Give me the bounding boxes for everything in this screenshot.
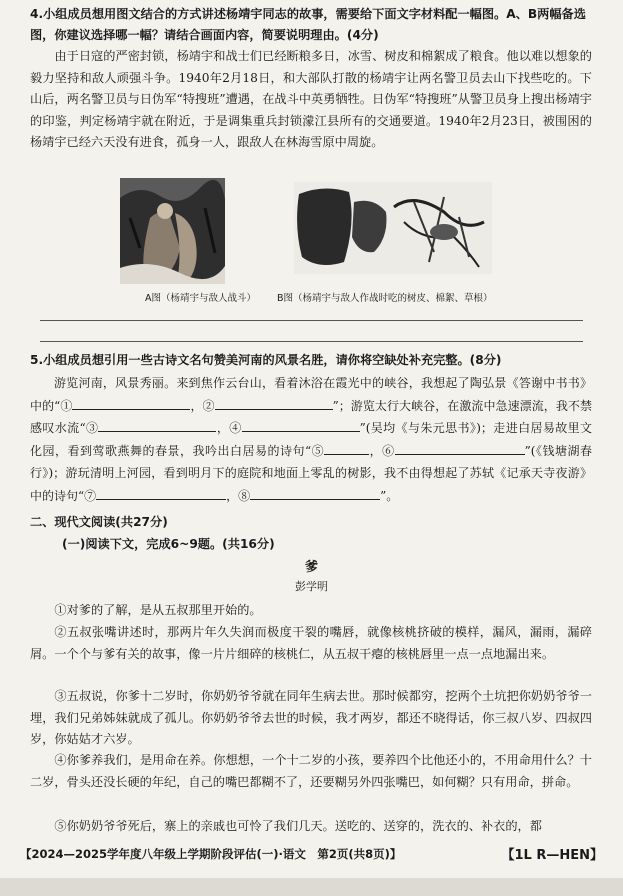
article-paragraph-2: ②五叔张嘴讲述时，那两片年久失润而极度干裂的嘴唇，就像核桃挤破的模样，漏风，漏雨，漏碎屑。一个个与爹有关的故事，像一片片细碎的核桃仁，从五叔干瘪的核桃唇里一点一点地漏出来。: [30, 625, 592, 661]
blank-3[interactable]: [98, 417, 216, 432]
blank-7[interactable]: [96, 485, 226, 500]
blank-8[interactable]: [250, 485, 380, 500]
poem-text-5: ”(吴均《与朱元思书》)；走进白居易故里文化园，看到莺歌燕舞的春景，我吟出白居易的诗句“⑤: [30, 421, 592, 458]
question-5-stem: 5.小组成员想引用一些古诗文名句赞美河南的风景名胜，请你将空缺处补充完整。(8分): [30, 353, 502, 367]
answer-line-1[interactable]: [40, 320, 583, 321]
image-options: [120, 178, 500, 290]
blank-2[interactable]: [215, 395, 333, 410]
bottom-strip: [0, 878, 623, 896]
article-paragraph-1: ①对爹的了解，是从五叔那里开始的。: [54, 603, 262, 617]
blank-5[interactable]: [324, 440, 369, 455]
article-title: 爹: [304, 560, 318, 575]
article-paragraph-5: ⑤你奶奶爷爷死后，寨上的亲戚也可怜了我们几天。送吃的、送穿的，洗衣的、补衣的，都: [54, 819, 542, 833]
article-author: 彭学明: [295, 580, 328, 593]
page-footer: [20, 846, 603, 868]
blank-4[interactable]: [242, 417, 360, 432]
article-paragraph-3: ③五叔说，你爹十二岁时，你奶奶爷爷就在同年生病去世。那时候都穷，挖两个土坑把你奶奶爷爷一埋，我们兄弟姊妹就成了孤儿。你奶奶爷爷去世的时候，我才两岁，都还不晓得话，你三叔八岁、四叔四岁，你姑姑才六岁。: [30, 689, 592, 746]
poem-text-9: ”。: [380, 488, 399, 503]
poem-text-6: ，⑥: [369, 443, 395, 458]
article-paragraph-4: ④你爹养我们，是用命在养。你想想，一个十二岁的小孩，要养四个比他还小的，不用命用什么？十二岁，骨头还没长硬的年纪，自己的嘴巴都糊不了，还要糊另外四张嘴巴，如何糊？只有用命，拼命。: [30, 753, 592, 789]
caption-b: B图（杨靖宇与敌人作战时吃的树皮、棉絮、草根）: [277, 293, 493, 304]
image-a-battle-photo: [120, 178, 225, 284]
subsection-heading: (一)阅读下文，完成6~9题。(共16分): [62, 537, 275, 551]
poem-text-7: ”(《钱塘湖春行》)；游玩清明上河园，看到明月下的庭院和地面上零乱的树影，我不由得想起了苏轼《记承天寺夜游》中的诗句“⑦: [30, 443, 592, 503]
poem-text-1: 游览河南，风景秀丽。来到焦作云台山，看着沐浴在霞光中的峡谷，我想起了陶弘景《答谢中书书》中的“①: [30, 376, 592, 413]
section-heading: 二、现代文阅读(共27分): [30, 515, 168, 529]
question-4-stem: 4.小组成员想用图文结合的方式讲述杨靖宇同志的故事，需要给下面文字材料配一幅图。A、B两幅备选图，你建议选择哪一幅？请结合画面内容，简要说明理由。(4分): [30, 7, 586, 42]
poem-text-2: ，②: [190, 398, 215, 413]
answer-line-2[interactable]: [40, 341, 583, 342]
poem-text-3: ”；游览太行大峡谷，在激流中急速漂流，我不禁感叹水流“③: [30, 398, 592, 435]
footer-exam-info: 【2024—2025学年度八年级上学期阶段评估(一)·语文 第2页(共8页)】: [20, 847, 402, 861]
caption-a: A图（杨靖宇与敌人战斗）: [145, 293, 256, 304]
blank-6[interactable]: [395, 440, 525, 455]
yang-jingyu-story: 由于日寇的严密封锁，杨靖宇和战士们已经断粮多日，冰雪、树皮和棉絮成了粮食。他以难以想象的毅力坚持和敌人顽强斗争。1940年2月18日，和大部队打散的杨靖宇让两名警卫员去山下找些吃的。下山后，两名警卫员与日伪军“特搜班”遭遇，在战斗中英勇牺牲。日伪军“特搜班”从警卫员身上搜出杨靖宇的印鉴，判定杨靖宇就在附近，于是调集重兵封锁濛江县所有的交通要道。1940年2月23日，被围困的杨靖宇已经六天没有进食，孤身一人，跟敌人在林海雪原中周旋。: [30, 49, 592, 149]
blank-1[interactable]: [72, 395, 190, 410]
footer-code: 【1L R—HEN】: [501, 848, 603, 863]
poem-fill-in: [30, 372, 592, 507]
poem-text-4: ，④: [216, 421, 242, 435]
image-b-bark-cotton-grass: [294, 182, 492, 274]
poem-text-8: ，⑧: [226, 488, 251, 503]
